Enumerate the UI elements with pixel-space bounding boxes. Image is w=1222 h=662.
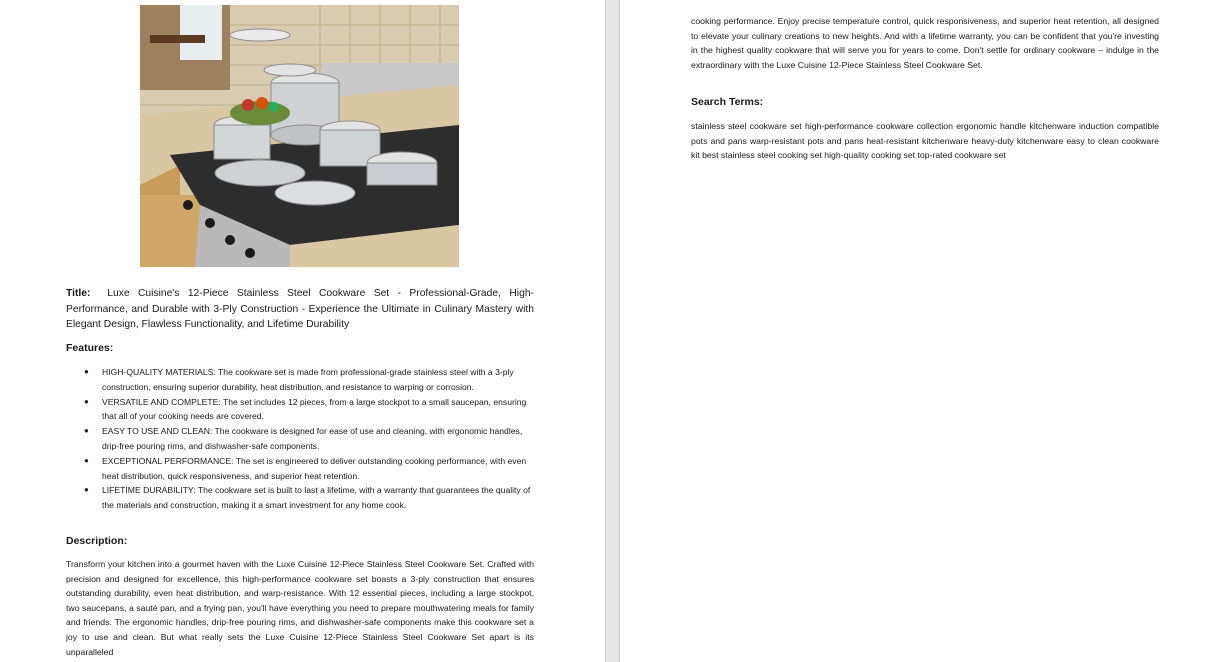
bullet-icon: ●: [84, 485, 89, 495]
feature-text: LIFETIME DURABILITY: The cookware set is built to last a lifetime, with a warranty that guarantees the quality of the materials and construction, making it a smart investment for any home cook.: [102, 485, 531, 511]
feature-text: EASY TO USE AND CLEAN: The cookware is designed for ease of use and cleaning, with ergonomic handles, drip-free pouring rims, and dishwasher-safe components.: [102, 426, 523, 451]
search-terms-heading: Search Terms:: [691, 96, 764, 108]
features-list: [66, 365, 534, 513]
bullet-icon: ●: [84, 367, 89, 376]
document-page-left: [0, 0, 605, 662]
description-text: Transform your kitchen into a gourmet haven with the Luxe Cuisine 12-Piece Stainless Steel Cookware Set. Crafted with precision and designed for excellence, this high-performance cookware set boasts a 3-ply construction that ensures outstanding durability, even heat distribution, and warp-resistance. With 12 essential pieces, including a large stockpot, two saucepans, a sauté pan, and a frying pan, you'll have everything you need to prepare mouthwatering meals for family and friends. The ergonomic handles, drip-free pouring rims, and dishwasher-safe components make this cookware set a joy to use and clean. But what really sets the Luxe Cuisine 12-Piece Stainless Steel Cookware Set apart is its unparalleled: [66, 559, 534, 657]
description-text-continued: cooking performance. Enjoy precise temperature control, quick responsiveness, and superior heat retention, all designed to elevate your culinary creations to new heights. And with a lifetime warranty, you can be confident that you're investing in the highest quality cookware that will serve you for years to come. Don't settle for ordinary cookware – indulge in the extraordinary with the Luxe Cuisine 12-Piece Stainless Steel Cookware Set.: [691, 16, 1159, 70]
title-text: Luxe Cuisine's 12-Piece Stainless Steel Cookware Set - Professional-Grade, High-Performance, and Durable with 3-Ply Construction - Experience the Ultimate in Culinary Mastery with Elegant Design, Flawless Functionality, and Lifetime Durability: [66, 288, 534, 330]
search-terms-text: stainless steel cookware set high-performance cookware collection ergonomic handle kitchenware induction compatible pots and pans warp-resistant pots and pans heat-resistant kitchenware heavy-duty kitchenware easy to clean cookware kit best stainless steel cooking set high-quality cooking set top-rated cookware set: [691, 121, 1159, 161]
product-image: [140, 5, 459, 267]
bullet-icon: ●: [84, 426, 89, 436]
bullet-icon: ●: [84, 455, 89, 465]
feature-item: [66, 365, 534, 395]
feature-text: HIGH-QUALITY MATERIALS: The cookware set is made from professional-grade stainless steel with a 3-ply construction, ensuring superior durability, heat distribution, and resistance to warping or corrosion.: [102, 367, 514, 392]
bullet-icon: ●: [84, 396, 89, 406]
description-heading: Description:: [66, 535, 128, 547]
feature-text: EXCEPTIONAL PERFORMANCE: The set is engineered to deliver outstanding cooking performance, with even heat distribution, quick responsiveness, and superior heat retention.: [102, 455, 527, 481]
feature-text: VERSATILE AND COMPLETE: The set includes 12 pieces, from a large stockpot to a small saucepan, ensuring that all of your cooking needs are covered.: [102, 396, 527, 422]
page-gap: [605, 0, 620, 662]
document-page-right: [620, 0, 1222, 662]
feature-item: [66, 483, 534, 513]
feature-item: [66, 454, 534, 484]
features-heading: Features:: [66, 342, 114, 354]
document-title: [66, 286, 534, 333]
feature-item: [66, 424, 534, 454]
cookware-photo-illustration: [140, 5, 459, 267]
feature-item: [66, 395, 534, 425]
page-edge-left: [605, 0, 606, 662]
title-label: Title:: [66, 288, 91, 299]
